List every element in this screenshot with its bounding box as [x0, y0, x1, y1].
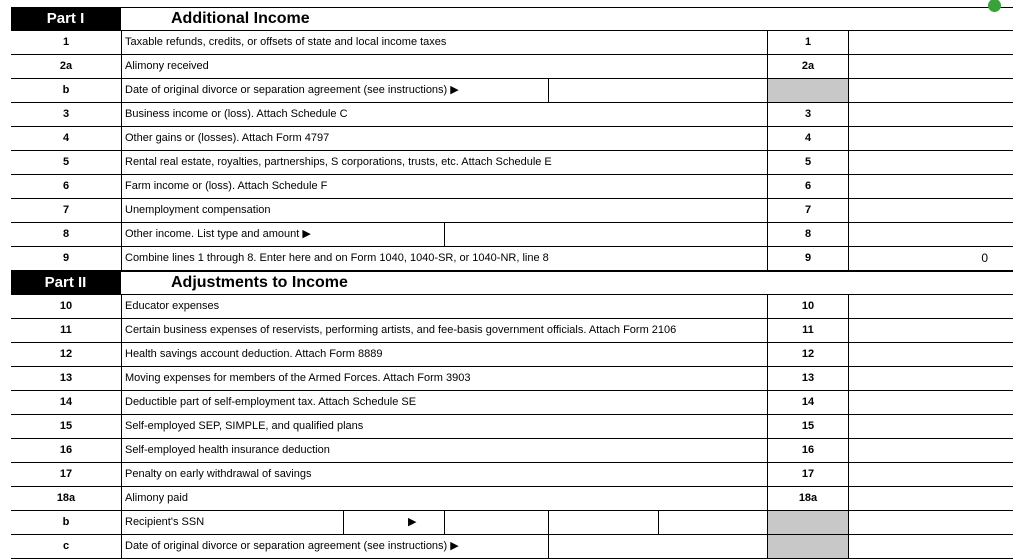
part-2-title: Adjustments to Income — [120, 272, 1013, 294]
line-number: 8 — [62, 228, 70, 240]
line-18b-amount-input[interactable] — [848, 511, 1013, 534]
schedule-1-form — [11, 7, 1013, 559]
line-6-row — [11, 175, 1013, 199]
line-15-amount-input[interactable] — [848, 415, 1013, 438]
ssn-input-part-2[interactable] — [548, 511, 658, 534]
line-2a-amount-input[interactable] — [848, 55, 1013, 78]
line-description: Self-employed health insurance deduction — [121, 439, 767, 462]
line-label: 10 — [767, 295, 848, 318]
line-label: 16 — [767, 439, 848, 462]
line-label: 7 — [767, 199, 848, 222]
line-7-row — [11, 199, 1013, 223]
ssn-input-part-1[interactable] — [444, 511, 548, 534]
line-description-cell — [121, 511, 767, 534]
line-description: Health savings account deduction. Attach Form 8889 — [121, 343, 767, 366]
line-description: Combine lines 1 through 8. Enter here and on Form 1040, 1040-SR, or 1040-NR, line 8 — [121, 247, 767, 270]
line-13-amount-input[interactable] — [848, 367, 1013, 390]
line-3-amount-input[interactable] — [848, 103, 1013, 126]
line-3-row — [11, 103, 1013, 127]
part-1-title: Additional Income — [120, 8, 1013, 30]
line-label-shaded — [767, 79, 848, 102]
line-14-row — [11, 391, 1013, 415]
line-description: Date of original divorce or separation agreement (see instructions) ▶ — [125, 540, 459, 552]
line-number: 14 — [59, 396, 73, 408]
line-number: 5 — [62, 156, 70, 168]
line-4-row — [11, 127, 1013, 151]
line-5-row — [11, 151, 1013, 175]
line-number: 16 — [59, 444, 73, 456]
part-1-header — [11, 7, 1013, 31]
line-16-amount-input[interactable] — [848, 439, 1013, 462]
line-1-amount-input[interactable] — [848, 31, 1013, 54]
line-description: Business income or (loss). Attach Schedule C — [121, 103, 767, 126]
line-description: Other gains or (losses). Attach Form 4797 — [121, 127, 767, 150]
line-4-amount-input[interactable] — [848, 127, 1013, 150]
line-16-row — [11, 439, 1013, 463]
line-number: 2a — [59, 60, 73, 72]
line-description: Recipient's SSN — [125, 516, 205, 528]
line-description: Certain business expenses of reservists, performing artists, and fee-basis government officials. Attach Form 2106 — [121, 319, 767, 342]
line-description: Educator expenses — [121, 295, 767, 318]
line-number: 9 — [62, 252, 70, 264]
divorce-date-paid-input[interactable] — [548, 535, 767, 558]
line-5-amount-input[interactable] — [848, 151, 1013, 174]
line-2b-amount-input[interactable] — [848, 79, 1013, 102]
line-14-amount-input[interactable] — [848, 391, 1013, 414]
line-2a-row — [11, 55, 1013, 79]
part-1-label: Part I — [11, 8, 120, 30]
line-11-row — [11, 319, 1013, 343]
divorce-date-input[interactable] — [548, 79, 767, 102]
line-number: 6 — [62, 180, 70, 192]
line-13-row — [11, 367, 1013, 391]
line-description: Unemployment compensation — [121, 199, 767, 222]
line-7-amount-input[interactable] — [848, 199, 1013, 222]
line-label-shaded — [767, 511, 848, 534]
line-label: 3 — [767, 103, 848, 126]
line-description-cell — [121, 79, 767, 102]
line-number: 18a — [56, 492, 76, 504]
line-label: 1 — [767, 31, 848, 54]
line-12-row — [11, 343, 1013, 367]
line-number: b — [62, 516, 70, 528]
line-18c-amount-input[interactable] — [848, 535, 1013, 558]
line-description: Other income. List type and amount ▶ — [125, 228, 311, 240]
line-1-row — [11, 31, 1013, 55]
line-number: 10 — [59, 300, 73, 312]
line-17-row — [11, 463, 1013, 487]
line-label: 17 — [767, 463, 848, 486]
line-9-amount-input[interactable]: 0 — [848, 247, 1013, 270]
line-label: 11 — [767, 319, 848, 342]
line-label: 15 — [767, 415, 848, 438]
line-description: Taxable refunds, credits, or offsets of state and local income taxes — [121, 31, 767, 54]
line-number: 7 — [62, 204, 70, 216]
line-number: 13 — [59, 372, 73, 384]
line-label: 6 — [767, 175, 848, 198]
line-2b-row — [11, 79, 1013, 103]
line-18a-amount-input[interactable] — [848, 487, 1013, 510]
line-12-amount-input[interactable] — [848, 343, 1013, 366]
part-2-header — [11, 271, 1013, 295]
line-label: 14 — [767, 391, 848, 414]
line-label: 12 — [767, 343, 848, 366]
ssn-input-part-3[interactable] — [658, 511, 767, 534]
line-17-amount-input[interactable] — [848, 463, 1013, 486]
line-number: 4 — [62, 132, 70, 144]
line-number: 12 — [59, 348, 73, 360]
line-number: 15 — [59, 420, 73, 432]
line-number: 11 — [60, 324, 72, 336]
line-label: 2a — [767, 55, 848, 78]
line-6-amount-input[interactable] — [848, 175, 1013, 198]
line-description: Penalty on early withdrawal of savings — [121, 463, 767, 486]
line-label: 4 — [767, 127, 848, 150]
line-label: 8 — [767, 223, 848, 246]
line-description: Alimony paid — [121, 487, 767, 510]
ssn-arrow-icon: ▶ — [408, 516, 417, 528]
line-10-row — [11, 295, 1013, 319]
line-number: b — [62, 84, 70, 96]
line-description: Moving expenses for members of the Armed Forces. Attach Form 3903 — [121, 367, 767, 390]
line-label-shaded — [767, 535, 848, 558]
line-18b-row — [11, 511, 1013, 535]
line-description-cell — [121, 223, 767, 246]
line-label: 13 — [767, 367, 848, 390]
part-2-label: Part II — [11, 272, 120, 294]
line-label: 5 — [767, 151, 848, 174]
line-number: 3 — [62, 108, 70, 120]
line-number: 17 — [59, 468, 73, 480]
line-label: 9 — [767, 247, 848, 270]
line-description: Rental real estate, royalties, partnerships, S corporations, trusts, etc. Attach Schedule E — [121, 151, 767, 174]
line-description: Deductible part of self-employment tax. Attach Schedule SE — [121, 391, 767, 414]
line-description: Date of original divorce or separation agreement (see instructions) ▶ — [125, 84, 459, 96]
line-15-row — [11, 415, 1013, 439]
line-18a-row — [11, 487, 1013, 511]
line-label: 18a — [767, 487, 848, 510]
other-income-type-input[interactable] — [444, 223, 767, 246]
line-8-row — [11, 223, 1013, 247]
line-8-amount-input[interactable] — [848, 223, 1013, 246]
line-9-row — [11, 247, 1013, 271]
line-description-cell — [121, 535, 767, 558]
line-description: Self-employed SEP, SIMPLE, and qualified plans — [121, 415, 767, 438]
line-number: 1 — [62, 36, 70, 48]
line-11-amount-input[interactable] — [848, 319, 1013, 342]
line-18c-row — [11, 535, 1013, 559]
line-description: Farm income or (loss). Attach Schedule F — [121, 175, 767, 198]
line-10-amount-input[interactable] — [848, 295, 1013, 318]
line-number: c — [62, 540, 70, 552]
line-description: Alimony received — [121, 55, 767, 78]
